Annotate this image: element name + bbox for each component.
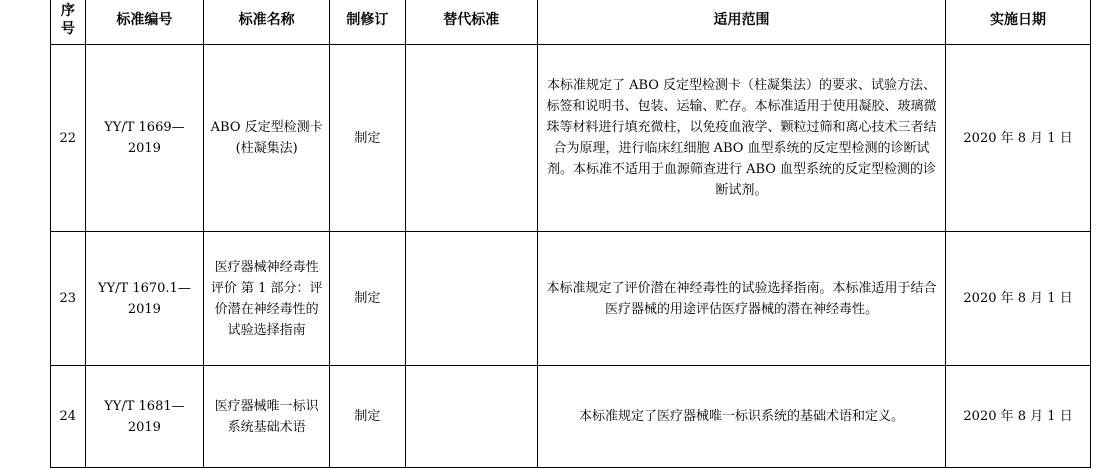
- cell-type: 制定: [330, 232, 406, 366]
- header-seq: 序号: [51, 0, 86, 45]
- header-type: 制修订: [330, 0, 406, 45]
- cell-name: 医疗器械唯一标识系统基础术语: [204, 366, 330, 468]
- cell-seq: 24: [51, 366, 86, 468]
- table-row: [51, 45, 1091, 232]
- header-date: 实施日期: [946, 0, 1091, 45]
- cell-type: 制定: [330, 45, 406, 232]
- cell-code: YY/T 1681—2019: [85, 366, 204, 468]
- cell-date: 2020 年 8 月 1 日: [946, 232, 1091, 366]
- cell-replace: [405, 232, 537, 366]
- cell-code: YY/T 1669—2019: [85, 45, 204, 232]
- standards-table: [50, 0, 1091, 468]
- table-row: [51, 366, 1091, 468]
- header-replace: 替代标准: [405, 0, 537, 45]
- cell-date: 2020 年 8 月 1 日: [946, 366, 1091, 468]
- cell-scope: 本标准规定了 ABO 反定型检测卡（柱凝集法）的要求、试验方法、标签和说明书、包装、运输、贮存。本标准适用于使用凝胶、玻璃微珠等材料进行填充微柱，以免疫血液学、颗粒过筛和离心技术三者结合为原理，进行临床红细胞 ABO 血型系统的反定型检测的诊断试剂。本标准不适用于血源筛查进行 ABO 血型系统的反定型检测的诊断试剂。: [537, 45, 945, 232]
- cell-replace: [405, 366, 537, 468]
- cell-name: 医疗器械神经毒性评价 第 1 部分：评价潜在神经毒性的试验选择指南: [204, 232, 330, 366]
- table-row: [51, 232, 1091, 366]
- header-code: 标准编号: [85, 0, 204, 45]
- cell-scope: 本标准规定了医疗器械唯一标识系统的基础术语和定义。: [537, 366, 945, 468]
- header-name: 标准名称: [204, 0, 330, 45]
- cell-date: 2020 年 8 月 1 日: [946, 45, 1091, 232]
- cell-seq: 22: [51, 45, 86, 232]
- cell-scope: 本标准规定了评价潜在神经毒性的试验选择指南。本标准适用于结合医疗器械的用途评估医疗器械的潜在神经毒性。: [537, 232, 945, 366]
- cell-seq: 23: [51, 232, 86, 366]
- cell-code: YY/T 1670.1—2019: [85, 232, 204, 366]
- cell-type: 制定: [330, 366, 406, 468]
- cell-name: ABO 反定型检测卡(柱凝集法): [204, 45, 330, 232]
- header-scope: 适用范围: [537, 0, 945, 45]
- table-header-row: [51, 0, 1091, 45]
- cell-replace: [405, 45, 537, 232]
